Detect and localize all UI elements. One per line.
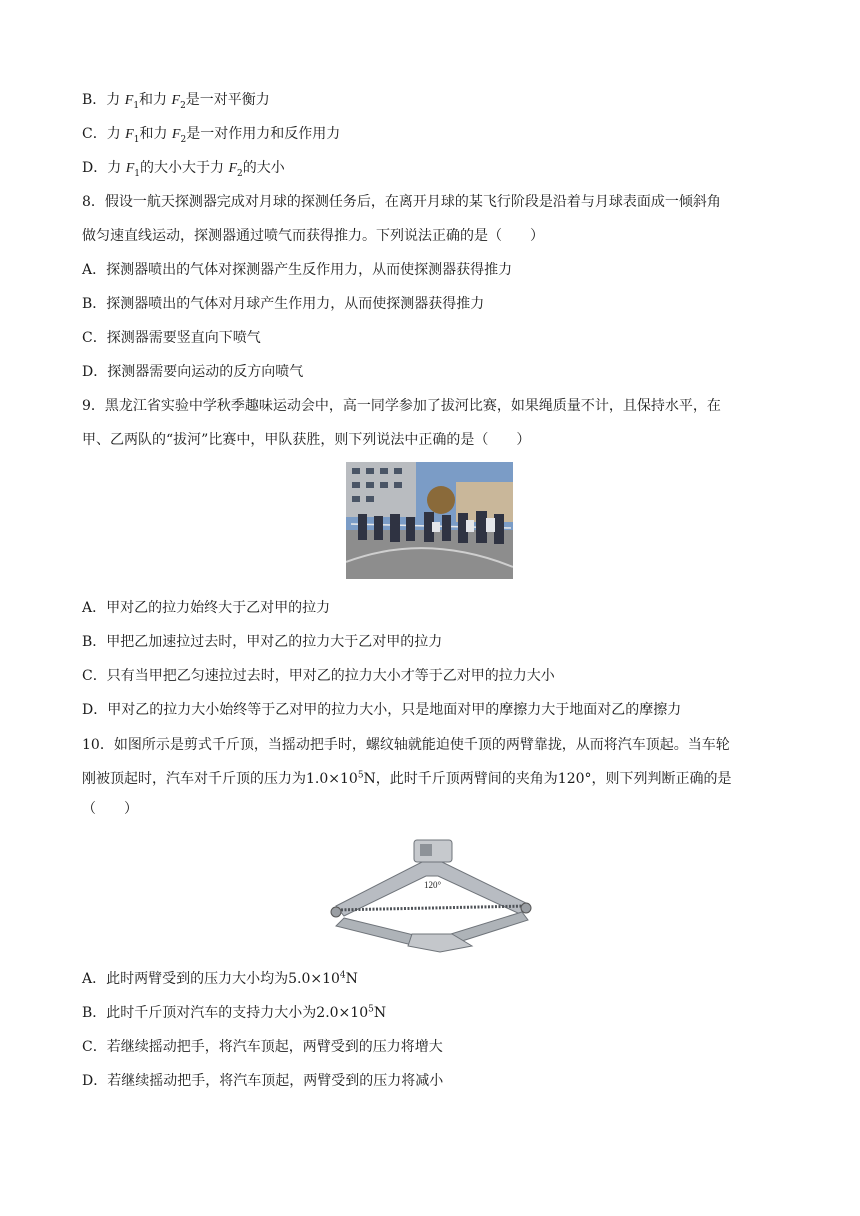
text-run: N xyxy=(345,971,358,987)
text-line xyxy=(82,735,730,755)
text-run: N，此时千斤顶两臂间的夹角为120°，则下列判断正确的是 xyxy=(363,771,732,787)
text-run: 4 xyxy=(339,970,346,981)
text-run: 2 xyxy=(180,100,186,111)
text-run: 的大小大于力 xyxy=(139,160,229,176)
text-line xyxy=(82,598,330,618)
text-run: 是一对作用力和反作用力 xyxy=(186,126,341,142)
text-line xyxy=(82,799,138,819)
text-run: A．此时两臂受到的压力大小均为5.0×10 xyxy=(82,971,340,987)
text-run: A．甲对乙的拉力始终大于乙对甲的拉力 xyxy=(82,600,331,616)
text-run: F xyxy=(125,161,135,176)
text-run: A．探测器喷出的气体对探测器产生反作用力，从而使探测器获得推力 xyxy=(82,262,513,278)
text-run: C．探测器需要竖直向下喷气 xyxy=(82,330,261,346)
text-run: D．甲对乙的拉力大小始终等于乙对甲的拉力大小，只是地面对甲的摩擦力大于地面对乙的摩擦力 xyxy=(82,702,682,718)
text-run: D．若继续摇动把手，将汽车顶起，两臂受到的压力将减小 xyxy=(82,1073,444,1089)
text-line xyxy=(82,362,303,382)
angle-label: 120° xyxy=(424,880,442,890)
text-run: F xyxy=(125,127,134,142)
text-run: C．只有当甲把乙匀速拉过去时，甲对乙的拉力大小才等于乙对甲的拉力大小 xyxy=(82,668,555,684)
text-run: F xyxy=(228,161,237,176)
text-line xyxy=(82,666,555,686)
text-run: B．甲把乙加速拉过去时，甲对乙的拉力大于乙对甲的拉力 xyxy=(82,634,443,650)
text-run: B．探测器喷出的气体对月球产生作用力，从而使探测器获得推力 xyxy=(82,296,485,312)
text-line xyxy=(82,1003,386,1023)
text-run: D．力 xyxy=(82,160,126,176)
text-line xyxy=(82,632,442,652)
text-line xyxy=(82,226,544,246)
text-run: （ ） xyxy=(82,801,138,817)
text-run: 的大小 xyxy=(242,160,285,176)
text-line xyxy=(82,700,681,720)
text-line xyxy=(82,328,261,348)
text-run: 9．黑龙江省实验中学秋季趣味运动会中，高一同学参加了拔河比赛，如果绳质量不计，且保持水平，在 xyxy=(82,398,721,414)
text-run: B．力 xyxy=(82,92,125,108)
text-run: 5 xyxy=(368,1004,374,1015)
text-run: F xyxy=(171,127,181,142)
text-run: B．此时千斤顶对汽车的支持力大小为2.0×10 xyxy=(82,1005,369,1021)
text-run: D．探测器需要向运动的反方向喷气 xyxy=(82,364,304,380)
text-run: 1 xyxy=(133,100,140,111)
text-line xyxy=(82,430,530,450)
text-line xyxy=(82,1037,443,1057)
text-run: 2 xyxy=(180,134,187,145)
text-line xyxy=(82,396,721,416)
text-run: 1 xyxy=(134,168,140,179)
text-run: F xyxy=(171,93,181,108)
text-run: 2 xyxy=(237,168,243,179)
text-line xyxy=(82,124,340,145)
text-run: 和力 xyxy=(139,92,172,108)
text-run: F xyxy=(124,93,134,108)
text-run: 1 xyxy=(133,134,140,145)
text-run: 5 xyxy=(357,770,364,781)
text-line xyxy=(82,294,484,314)
text-line xyxy=(82,769,732,789)
text-run: 10．如图所示是剪式千斤顶，当摇动把手时，螺纹轴就能迫使千顶的两臂靠拢，从而将汽车顶起。当车轮 xyxy=(82,737,730,753)
text-run: C．若继续摇动把手，将汽车顶起，两臂受到的压力将增大 xyxy=(82,1039,443,1055)
tug-of-war-photo xyxy=(346,462,513,579)
text-run: C．力 xyxy=(82,126,126,142)
text-run: N xyxy=(373,1005,387,1021)
text-line xyxy=(82,192,721,212)
text-line xyxy=(82,260,512,280)
text-run: 刚被顶起时，汽车对千斤顶的压力为1.0×10 xyxy=(82,771,358,787)
scissor-jack-figure xyxy=(322,834,542,954)
text-line xyxy=(82,90,270,111)
text-run: 和力 xyxy=(139,126,172,142)
text-run: 做匀速直线运动，探测器通过喷气而获得推力。下列说法正确的是（ ） xyxy=(82,228,544,244)
text-run: 8．假设一航天探测器完成对月球的探测任务后，在离开月球的某飞行阶段是沿着与月球表面成一倾斜角 xyxy=(82,194,721,210)
text-line xyxy=(82,158,285,179)
text-run: 是一对平衡力 xyxy=(185,92,270,108)
text-line xyxy=(82,969,358,989)
text-run: 甲、乙两队的“拔河”比赛中，甲队获胜，则下列说法中正确的是（ ） xyxy=(82,432,531,448)
text-line xyxy=(82,1071,443,1091)
